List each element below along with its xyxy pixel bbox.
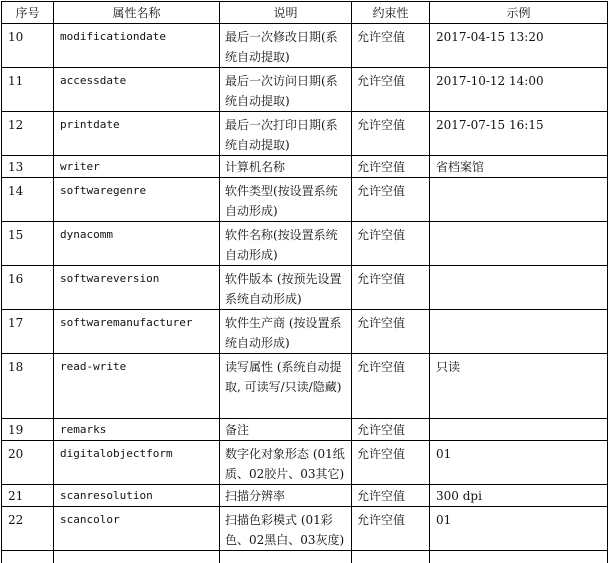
cell-no: 17 (2, 310, 54, 354)
cell-name: writer (54, 156, 220, 178)
cell-constraint: 允许空值 (352, 178, 430, 222)
cell-no: 10 (2, 24, 54, 68)
table-row-cutoff (2, 551, 608, 563)
attribute-table (1, 1, 608, 563)
cell-constraint: 允许空值 (352, 310, 430, 354)
cell-desc: 最后一次修改日期(系统自动提取) (220, 24, 352, 68)
cell-desc: 备注 (220, 419, 352, 441)
cell-constraint: 允许空值 (352, 112, 430, 156)
cell-desc: 扫描分辨率 (220, 485, 352, 507)
cell-constraint: 允许空值 (352, 354, 430, 419)
cell-constraint: 允许空值 (352, 222, 430, 266)
cell-no: 16 (2, 266, 54, 310)
table-row (2, 266, 608, 310)
cell-example (430, 310, 608, 354)
cell-desc: 计算机名称 (220, 156, 352, 178)
table-row (2, 507, 608, 551)
cell-desc: 最后一次访问日期(系统自动提取) (220, 68, 352, 112)
cell-empty (54, 551, 220, 563)
header-no: 序号 (2, 2, 54, 24)
cell-constraint: 允许空值 (352, 24, 430, 68)
cell-example (430, 266, 608, 310)
table-row (2, 310, 608, 354)
cell-desc: 软件生产商 (按设置系统自动形成) (220, 310, 352, 354)
cell-empty (2, 551, 54, 563)
cell-name: softwaremanufacturer (54, 310, 220, 354)
cell-example (430, 178, 608, 222)
cell-constraint: 允许空值 (352, 68, 430, 112)
cell-name: scancolor (54, 507, 220, 551)
cell-desc: 读写属性 (系统自动提取, 可读写/只读/隐藏) (220, 354, 352, 419)
header-example: 示例 (430, 2, 608, 24)
table-row (2, 485, 608, 507)
table-row (2, 178, 608, 222)
cell-constraint: 允许空值 (352, 507, 430, 551)
cell-constraint: 允许空值 (352, 156, 430, 178)
cell-example (430, 419, 608, 441)
table-row (2, 68, 608, 112)
cell-no: 19 (2, 419, 54, 441)
cell-desc: 最后一次打印日期(系统自动提取) (220, 112, 352, 156)
cell-example: 2017-04-15 13:20 (430, 24, 608, 68)
cell-desc: 软件名称(按设置系统自动形成) (220, 222, 352, 266)
table-row (2, 222, 608, 266)
cell-example: 只读 (430, 354, 608, 419)
cell-example: 300 dpi (430, 485, 608, 507)
cell-name: softwaregenre (54, 178, 220, 222)
header-constraint: 约束性 (352, 2, 430, 24)
table-header-row (2, 2, 608, 24)
cell-no: 22 (2, 507, 54, 551)
cell-name: digitalobjectform (54, 441, 220, 485)
cell-name: read-write (54, 354, 220, 419)
cell-no: 15 (2, 222, 54, 266)
cell-no: 14 (2, 178, 54, 222)
cell-constraint: 允许空值 (352, 266, 430, 310)
cell-desc: 软件类型(按设置系统自动形成) (220, 178, 352, 222)
cell-name: scanresolution (54, 485, 220, 507)
cell-no: 13 (2, 156, 54, 178)
table-row (2, 419, 608, 441)
cell-constraint: 允许空值 (352, 485, 430, 507)
cell-no: 18 (2, 354, 54, 419)
table-row (2, 112, 608, 156)
cell-desc: 软件版本 (按预先设置系统自动形成) (220, 266, 352, 310)
cell-example: 2017-10-12 14:00 (430, 68, 608, 112)
cell-name: remarks (54, 419, 220, 441)
cell-desc: 数字化对象形态 (01纸质、02胶片、03其它) (220, 441, 352, 485)
cell-name: modificationdate (54, 24, 220, 68)
cell-name: dynacomm (54, 222, 220, 266)
cell-constraint: 允许空值 (352, 419, 430, 441)
table-row (2, 441, 608, 485)
cell-name: printdate (54, 112, 220, 156)
table-row (2, 24, 608, 68)
cell-example: 01 (430, 441, 608, 485)
cell-empty (352, 551, 430, 563)
cell-example: 2017-07-15 16:15 (430, 112, 608, 156)
cell-constraint: 允许空值 (352, 441, 430, 485)
cell-empty (220, 551, 352, 563)
cell-name: accessdate (54, 68, 220, 112)
table-row (2, 156, 608, 178)
cell-example (430, 222, 608, 266)
cell-empty (430, 551, 608, 563)
cell-no: 12 (2, 112, 54, 156)
header-desc: 说明 (220, 2, 352, 24)
cell-example: 省档案馆 (430, 156, 608, 178)
cell-no: 11 (2, 68, 54, 112)
cell-no: 20 (2, 441, 54, 485)
header-name: 属性名称 (54, 2, 220, 24)
cell-example: 01 (430, 507, 608, 551)
cell-no: 21 (2, 485, 54, 507)
cell-desc: 扫描色彩模式 (01彩色、02黑白、03灰度) (220, 507, 352, 551)
cell-name: softwareversion (54, 266, 220, 310)
table-row (2, 354, 608, 419)
